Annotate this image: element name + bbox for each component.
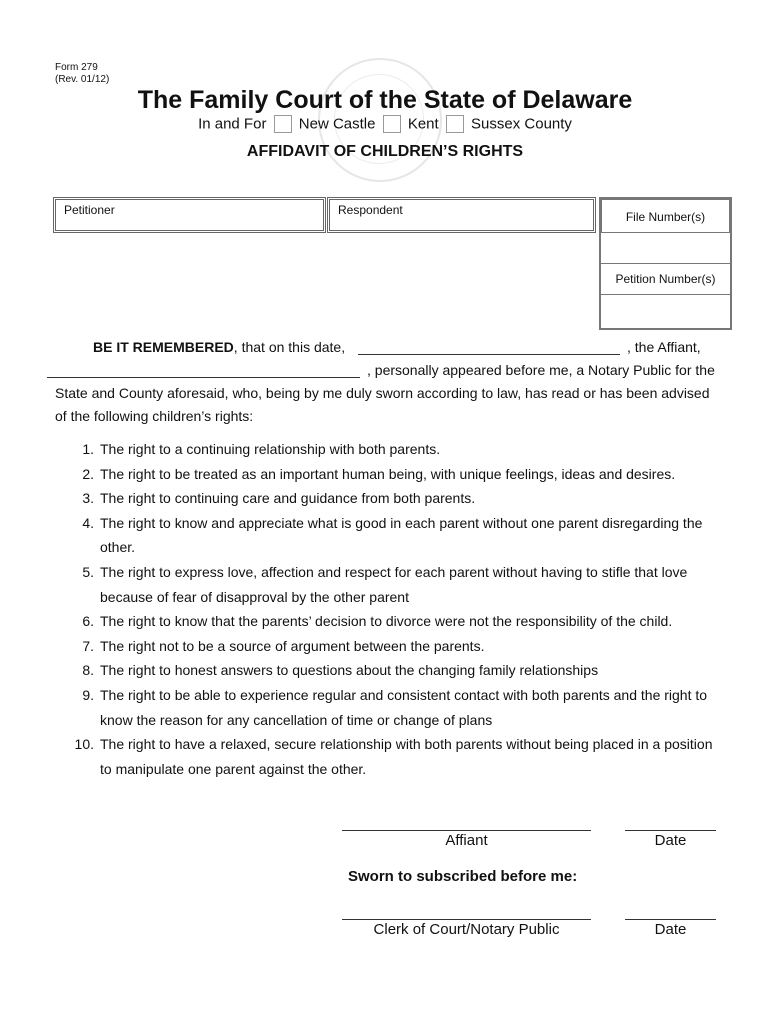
affiant-date-line[interactable] bbox=[625, 830, 716, 831]
new-castle-label: New Castle bbox=[298, 115, 376, 133]
affiant-label: Affiant bbox=[445, 832, 488, 849]
petitioner-label: Petitioner bbox=[64, 203, 115, 217]
appeared-text: , personally appeared before me, a Notary Public for the bbox=[367, 362, 715, 378]
the-affiant-text: , the Affiant, bbox=[627, 339, 701, 355]
petitioner-field[interactable] bbox=[53, 197, 326, 233]
form-revision: (Rev. 01/12) bbox=[55, 74, 110, 85]
list-item: 4. The right to know and appreciate what is good in each parent without one parent disregarding the other. bbox=[82, 514, 703, 556]
file-number-field[interactable] bbox=[601, 233, 730, 264]
rights-list bbox=[68, 437, 728, 781]
clerk-date-line[interactable] bbox=[625, 919, 716, 920]
county-selector bbox=[0, 115, 770, 133]
date-blank-line[interactable] bbox=[358, 354, 620, 355]
list-item: 9. The right to be able to experience regular and consistent contact with both parents and the right to know the reason for any cancellation of time or change of plans bbox=[82, 686, 708, 728]
clerk-label: Clerk of Court/Notary Public bbox=[373, 921, 560, 938]
respondent-field[interactable] bbox=[327, 197, 596, 233]
list-item: 2. The right to be treated as an important human being, with unique feelings, ideas and desires. bbox=[82, 465, 676, 482]
clerk-date-label: Date bbox=[654, 921, 687, 938]
list-item: 6. The right to know that the parents’ decision to divorce were not the responsibility of the child. bbox=[82, 613, 673, 630]
list-item: 1. The right to a continuing relationship with both parents. bbox=[82, 441, 441, 457]
petition-number-label: Petition Number(s) bbox=[615, 272, 716, 286]
kent-label: Kent bbox=[407, 115, 439, 133]
form-number: Form 279 bbox=[55, 62, 98, 73]
in-and-for-label: In and For bbox=[198, 115, 267, 133]
case-number-box bbox=[599, 197, 732, 330]
form-number-block bbox=[55, 62, 109, 86]
list-item: 5. The right to express love, affection and respect for each parent without having to stifle that love because of fear of disapproval by the other parent bbox=[82, 563, 688, 605]
intro-date-text: , that on this date, bbox=[233, 339, 346, 355]
form-subtitle: AFFIDAVIT OF CHILDREN’S RIGHTS bbox=[246, 143, 524, 160]
sussex-checkbox[interactable] bbox=[446, 115, 464, 133]
list-item: 10. The right to have a relaxed, secure relationship with both parents without being placed in a position to manipulate one parent against the other. bbox=[74, 736, 713, 777]
affiant-name-blank-line[interactable] bbox=[47, 377, 360, 378]
page-title: The Family Court of the State of Delaware bbox=[137, 86, 633, 114]
affiant-date-label: Date bbox=[654, 832, 687, 849]
list-item: 8. The right to honest answers to questions about the changing family relationships bbox=[82, 662, 599, 679]
new-castle-checkbox[interactable] bbox=[274, 115, 292, 133]
affiant-signature-line[interactable] bbox=[342, 830, 591, 831]
sussex-label: Sussex County bbox=[471, 115, 572, 133]
clerk-signature-line[interactable] bbox=[342, 919, 591, 920]
petition-number-field[interactable] bbox=[601, 294, 730, 328]
kent-checkbox[interactable] bbox=[383, 115, 401, 133]
file-number-label: File Number(s) bbox=[601, 199, 730, 233]
respondent-label: Respondent bbox=[338, 203, 403, 217]
list-item: 7. The right not to be a source of argument between the parents. bbox=[82, 637, 485, 654]
list-item: 3. The right to continuing care and guidance from both parents. bbox=[82, 490, 476, 507]
sworn-text: Sworn to subscribed before me: bbox=[348, 868, 578, 885]
intro-line-1 bbox=[93, 337, 345, 357]
intro-line-4: of the following children’s rights: bbox=[55, 408, 254, 424]
be-it-remembered: BE IT REMEMBERED bbox=[93, 339, 234, 355]
intro-line-3: State and County aforesaid, who, being by me duly sworn according to law, has read or has been advised bbox=[55, 385, 710, 401]
